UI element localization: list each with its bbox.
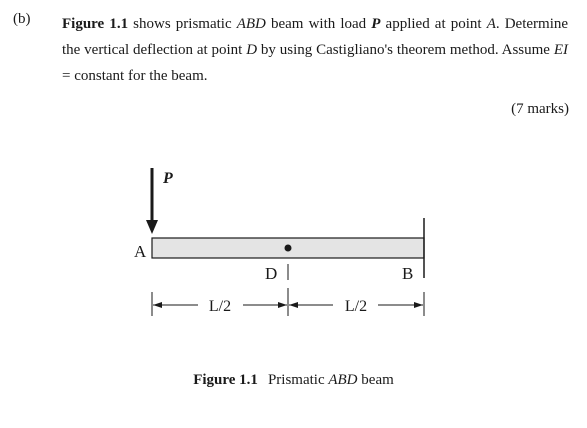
question-text-part: applied at point	[380, 16, 487, 32]
label-b: B	[402, 264, 414, 283]
question-label: (b)	[13, 11, 31, 27]
question-text-part: by using Castigliano's theorem method. Assume	[257, 42, 554, 58]
load-symbol: P	[371, 16, 381, 32]
figure-caption	[0, 372, 587, 389]
point-a-symbol: A	[486, 16, 496, 32]
caption-text: Prismatic	[267, 372, 329, 388]
dim-left-label: L/2	[208, 298, 232, 315]
point-d-marker	[285, 245, 292, 252]
question-text-part: . Determine the vertical deflection at point	[62, 16, 569, 58]
ei-symbol: EI	[553, 42, 568, 58]
question-text-part: beam with load	[265, 16, 372, 32]
marks-label: (7 marks)	[511, 101, 569, 117]
question-text-part: = constant for the beam.	[62, 68, 208, 84]
caption-tail: beam	[357, 372, 394, 388]
load-arrow	[146, 168, 158, 234]
label-a: A	[134, 242, 147, 261]
label-d: D	[265, 264, 278, 283]
caption-italic: ABD	[328, 372, 358, 388]
dim-right-label: L/2	[344, 298, 368, 315]
load-label: P	[163, 170, 173, 187]
beam-name: ABD	[236, 16, 266, 32]
figure-reference: Figure 1.1	[62, 16, 129, 32]
question-text-part: shows prismatic	[128, 16, 237, 32]
point-d-symbol: D	[246, 42, 258, 58]
caption-label: Figure 1.1	[193, 372, 258, 388]
